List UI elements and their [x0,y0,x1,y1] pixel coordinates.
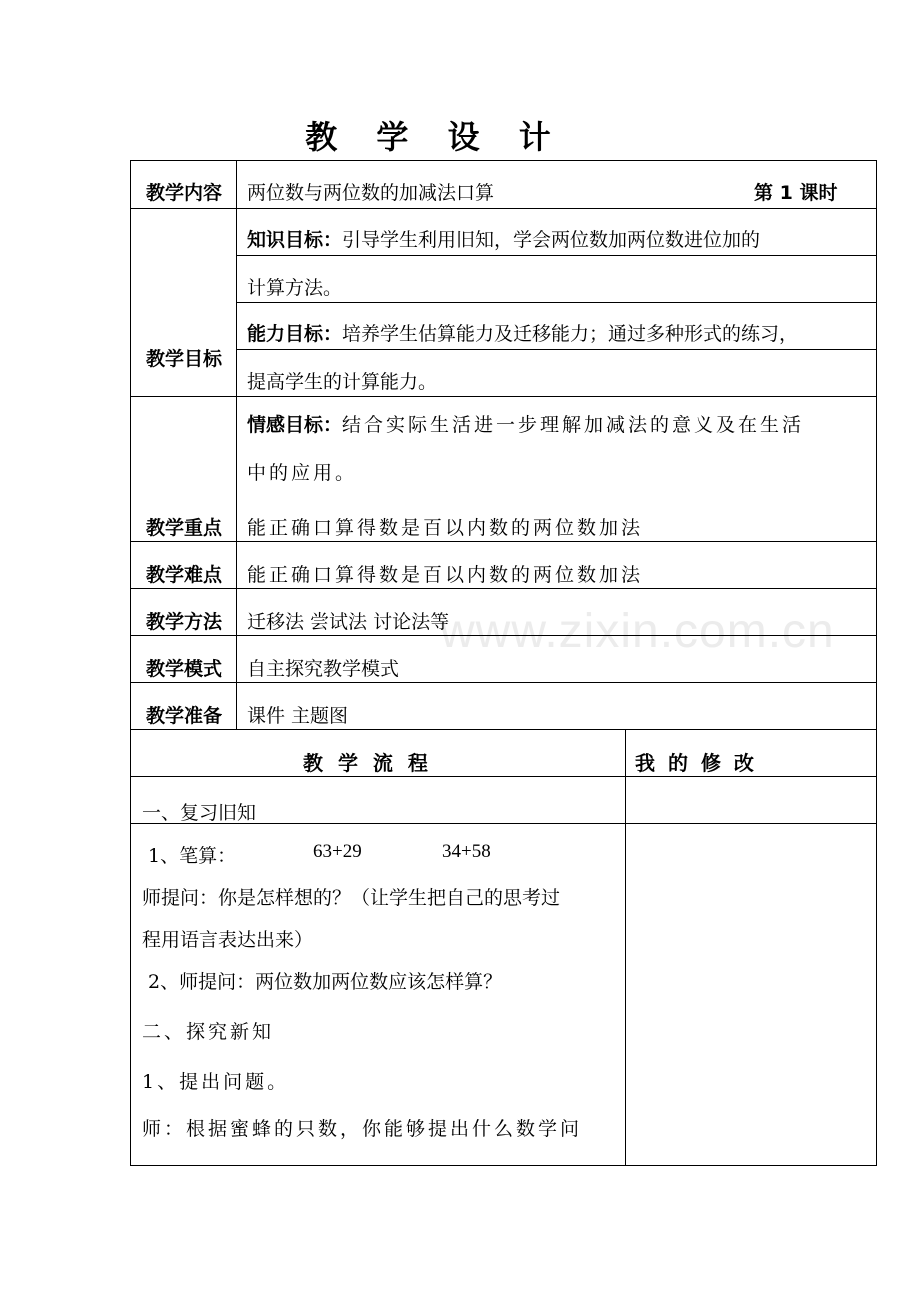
ability-goal [247,319,798,346]
emotion-goal-text: 结合实际生活进一步理解加减法的意义及在生活 [342,414,805,436]
flow-line: 师提问：你是怎样想的？（让学生把自己的思考过 [142,887,561,909]
knowledge-goal-label: 知识目标： [247,229,343,251]
mode-value: 自主探究教学模式 [247,658,400,680]
goals-label: 教学目标 [145,348,222,370]
flow-expression: 34+58 [442,841,491,862]
method-value: 迁移法 尝试法 讨论法等 [247,611,450,633]
flow-header: 教 学 流 程 [303,751,432,775]
row-divider [131,588,877,589]
content-value: 两位数与两位数的加减法口算 [247,182,495,204]
column-divider [625,729,626,1165]
emotion-goal-label: 情感目标： [247,414,343,436]
method-label: 教学方法 [145,611,222,633]
row-divider [131,541,877,542]
column-divider [236,161,237,729]
key-point-value: 能正确口算得数是百以内数的两位数加法 [247,517,644,539]
knowledge-goal [247,225,760,252]
lesson-plan-table [130,160,877,1166]
flow-line: 2、师提问：两位数加两位数应该怎样算？ [148,971,503,993]
mode-label: 教学模式 [145,658,222,680]
flow-line: 程用语言表达出来） [142,929,314,951]
knowledge-goal-cont: 计算方法。 [247,277,343,299]
prep-label: 教学准备 [145,705,222,727]
row-divider [131,208,877,209]
prep-value: 课件 主题图 [247,705,349,727]
row-divider [131,682,877,683]
row-divider [131,635,877,636]
row-divider [237,349,877,350]
emotion-goal-cont: 中的应用。 [247,462,358,484]
flow-expression: 63+29 [313,841,362,862]
difficulty-value: 能正确口算得数是百以内数的两位数加法 [247,564,644,586]
watermark: www.zixin.com.cn [440,605,835,658]
flow-line: 师：根据蜜蜂的只数，你能够提出什么数学问 [142,1118,583,1140]
emotion-goal [247,410,804,437]
flow-line: 一、复习旧知 [142,802,257,824]
ability-goal-cont: 提高学生的计算能力。 [247,371,438,393]
flow-line: 二、探究新知 [142,1021,275,1043]
lesson-number: 第 1 课时 [754,182,838,204]
revision-header: 我 的 修 改 [635,751,757,775]
difficulty-label: 教学难点 [145,564,222,586]
page-title: 教 学 设 计 [305,118,565,156]
row-divider [237,302,877,303]
flow-line: 1、提出问题。 [142,1071,290,1093]
row-divider [131,396,877,397]
ability-goal-text: 培养学生估算能力及迁移能力；通过多种形式的练习， [342,323,799,345]
knowledge-goal-text: 引导学生利用旧知，学会两位数加两位数进位加的 [342,229,761,251]
row-divider [131,776,877,777]
content-label: 教学内容 [145,182,222,204]
key-point-label: 教学重点 [145,517,222,539]
ability-goal-label: 能力目标： [247,323,343,345]
row-divider [131,729,877,730]
flow-line: 1、笔算： [148,845,237,867]
row-divider [237,255,877,256]
